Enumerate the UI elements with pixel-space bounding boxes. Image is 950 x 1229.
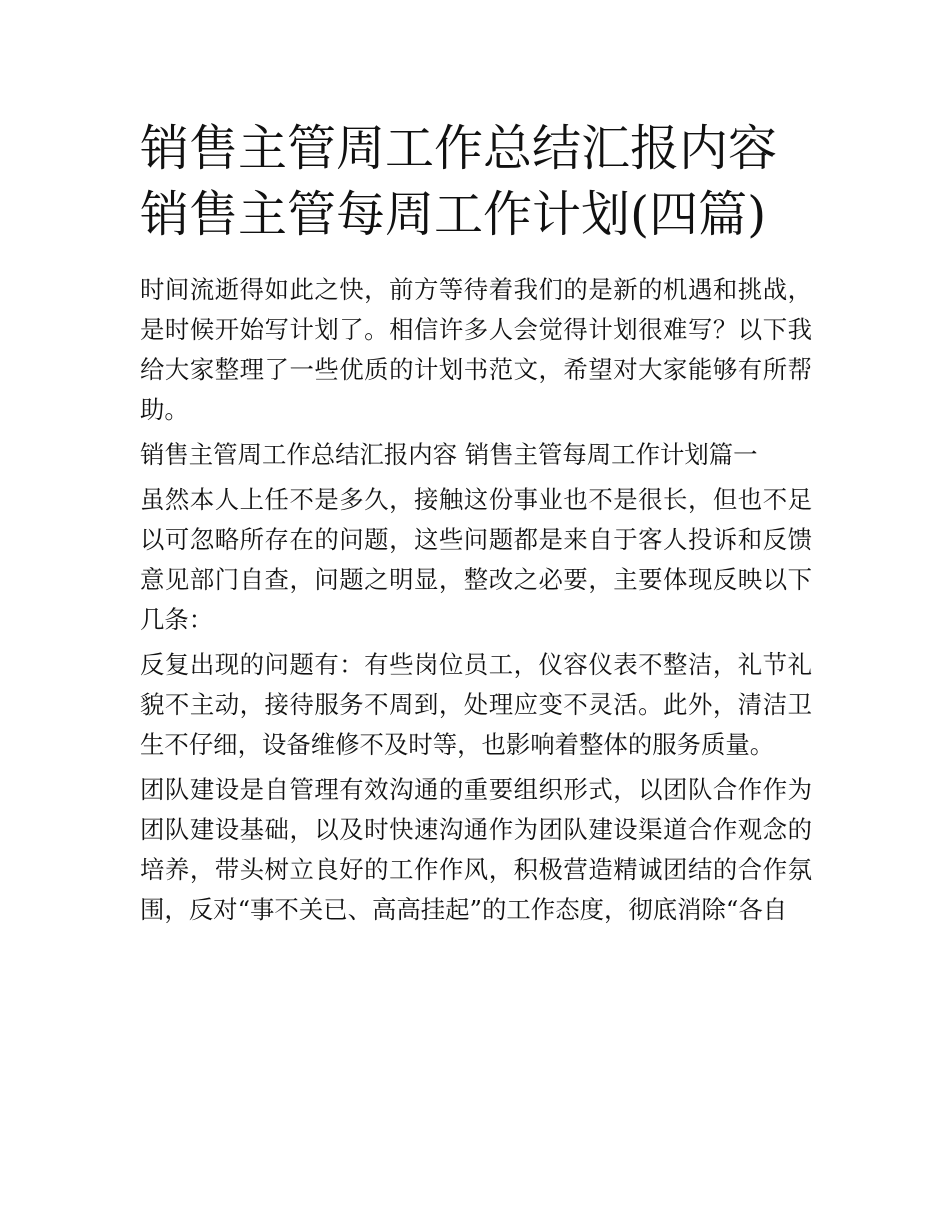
section-heading: 销售主管周工作总结汇报内容 销售主管每周工作计划篇一 [140,440,758,469]
body-paragraph: 反复出现的问题有：有些岗位员工，仪容仪表不整洁，礼节礼貌不主动，接待服务不周到，处理应变不灵活。此外，清洁卫生不仔细，设备维修不及时等，也影响着整体的服务质量。 [140,650,812,759]
body-paragraph: 团队建设是自管理有效沟通的重要组织形式，以团队合作作为团队建设基础，以及时快速沟通作为团队建设渠道合作观念的培养，带头树立良好的工作作风，积极营造精诚团结的合作氛围，反对“事不关已、高高挂起”的工作态度，彻底消除“各自 [140,775,812,924]
document-page [140,116,812,930]
body-paragraph: 虽然本人上任不是多久，接触这份事业也不是很长，但也不足以可忽略所存在的问题，这些问题都是来自于客人投诉和反馈意见部门自查，问题之明显，整改之必要，主要体现反映以下几条： [140,485,812,634]
document-title [140,116,812,248]
intro-paragraph: 时间流逝得如此之快，前方等待着我们的是新的机遇和挑战，是时候开始写计划了。相信许多人会觉得计划很难写？以下我给大家整理了一些优质的计划书范文，希望对大家能够有所帮助。 [140,275,812,424]
title-line-1: 销售主管周工作总结汇报内容 [140,120,778,177]
title-line-2: 销售主管每周工作计划(四篇) [140,186,767,243]
